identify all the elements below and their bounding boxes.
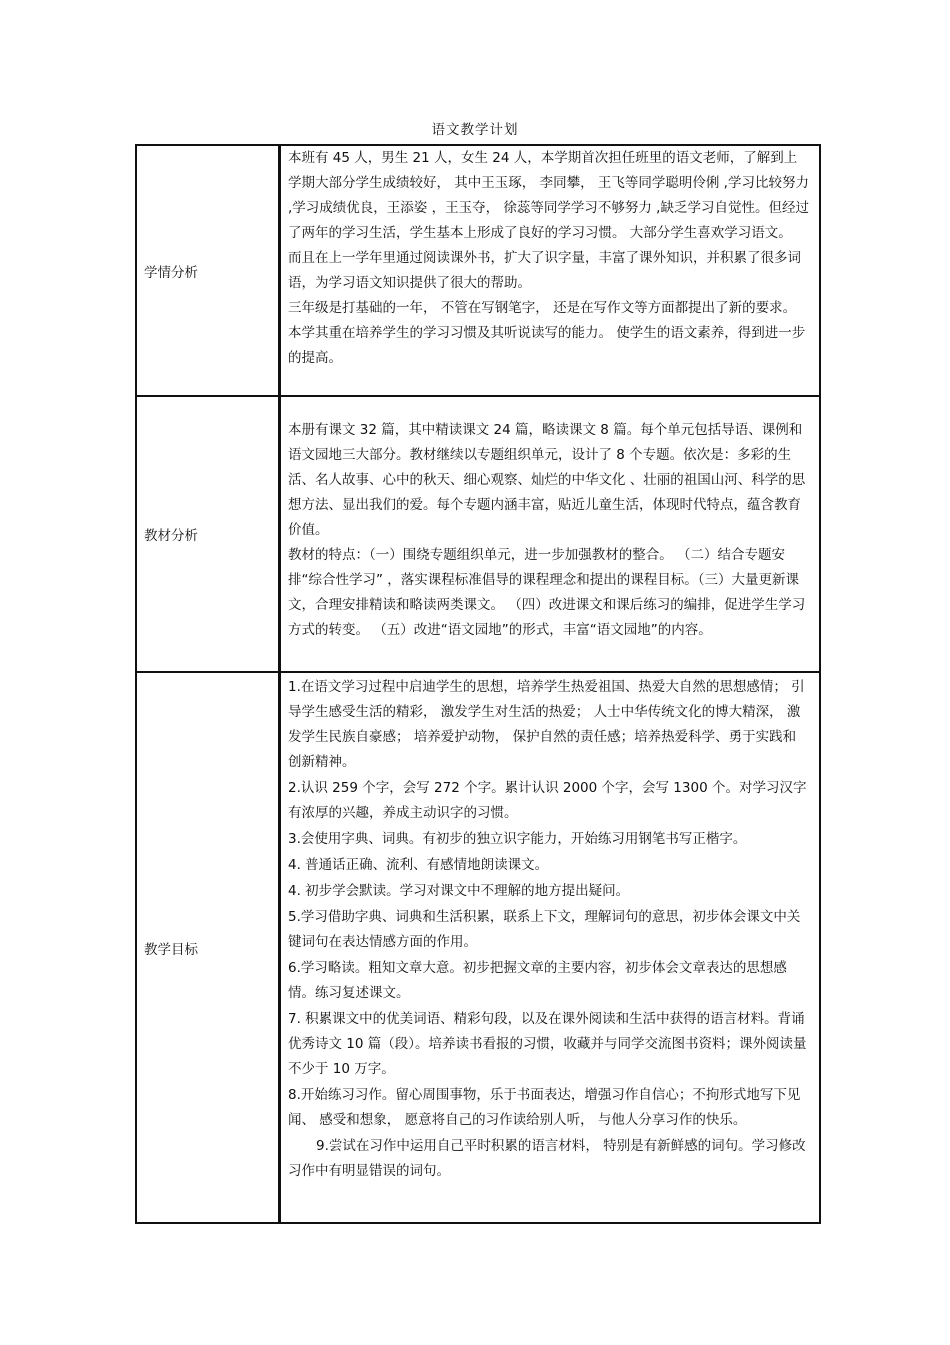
goal-item: 3.会使用字典、词典。有初步的独立识字能力，开始练习用钢笔书写正楷字。 xyxy=(288,831,747,847)
row-content-textbook-analysis xyxy=(280,396,821,672)
table-row-textbook-analysis xyxy=(136,396,820,672)
table-row-student-analysis xyxy=(136,145,820,396)
paragraph: 三年级是打基础的一年， 不管在写钢笔字， 还是在写作文等方面都提出了新的要求。 本学其重在培养学生的学习习惯及其听说读写的能力。 使学生的语文素养，得到进一步的提高。 xyxy=(288,300,806,366)
goal-item: 9.尝试在习作中运用自己平时积累的语言材料， 特别是有新鲜感的词句。学习修改习作中有明显错误的词句。 xyxy=(288,1138,806,1179)
table-row-teaching-goals xyxy=(136,672,820,1223)
goal-item: 5.学习借助字典、词典和生活积累，联系上下文，理解词句的意思，初步体会课文中关键词句在表达情感方面的作用。 xyxy=(288,909,801,950)
paragraph: 本班有 45 人，男生 21 人，女生 24 人，本学期首次担任班里的语文老师，了解到上学期大部分学生成绩较好， 其中王玉琢， 李同攀， 王飞等同学聪明伶俐 ,学习比较努力 ,学习成绩优良，王添姿 ，王玉夺， 徐蕊等同学学习不够努力 ,缺乏学习自觉性。但经过了两年的学习生活，学生基本上形成了良好的学习习惯。 大部分学生喜欢学习语文。 而且在上一学年里通过阅读课外书，扩大了识字量，丰富了课外知识，并积累了很多词语，为学习语文知识提供了很大的帮助。 xyxy=(288,150,809,291)
plan-table xyxy=(135,144,821,1224)
row-label-teaching-goals: 教学目标 xyxy=(136,672,280,1223)
goal-item: 6.学习略读。粗知文章大意。初步把握文章的主要内容，初步体会文章表达的思想感情。练习复述课文。 xyxy=(288,960,787,1001)
goal-item: 8.开始练习习作。留心周围事物，乐于书面表达，增强习作自信心；不拘形式地写下见闻、 感受和想象， 愿意将自己的习作读给别人听， 与他人分享习作的快乐。 xyxy=(288,1087,801,1128)
goal-item: 7. 积累课文中的优美词语、精彩句段，以及在课外阅读和生活中获得的语言材料。背诵优秀诗文 10 篇（段）。培养读书看报的习惯，收藏并与同学交流图书资料；课外阅读量不少于 10 万字。 xyxy=(288,1011,807,1077)
row-label-textbook-analysis: 教材分析 xyxy=(136,396,280,672)
goal-item: 2.认识 259 个字，会写 272 个字。累计认识 2000 个字，会写 1300 个。对学习汉字有浓厚的兴趣，养成主动识字的习惯。 xyxy=(288,780,807,821)
goal-item: 4. 初步学会默读。学习对课文中不理解的地方提出疑问。 xyxy=(288,883,630,899)
document-title: 语文教学计划 xyxy=(431,122,519,138)
paragraph: 教材的特点：（一）围绕专题组织单元，进一步加强教材的整合。 （二）结合专题安排“综合性学习” ，落实课程标准倡导的课程理念和提出的课程目标。（三）大量更新课文，合理安排精读和略读两类课文。 （四）改进课文和课后练习的编排，促进学生学习方式的转变。 （五）改进“语文园地”的形式，丰富“语文园地”的内容。 xyxy=(288,547,806,638)
paragraph: 本册有课文 32 篇，其中精读课文 24 篇，略读课文 8 篇。每个单元包括导语、课例和语文园地三大部分。教材继续以专题组织单元，设计了 8 个专题。依次是：多彩的生活、名人故事、心中的秋天、细心观察、灿烂的中华文化 、壮丽的祖国山河、科学的思想方法、显出我们的爱。每个专题内涵丰富，贴近儿童生活，体现时代特点，蕴含教育价值。 xyxy=(288,422,806,538)
goal-item: 1.在语文学习过程中启迪学生的思想，培养学生热爱祖国、热爱大自然的思想感情； 引导学生感受生活的精彩， 激发学生对生活的热爱； 人士中华传统文化的博大精深， 激发学生民族自豪感； 培养爱护动物， 保护自然的责任感；培养热爱科学、勇于实践和创新精神。 xyxy=(288,679,805,770)
row-content-teaching-goals xyxy=(280,672,821,1223)
goal-item: 4. 普通话正确、流利、有感情地朗读课文。 xyxy=(288,857,549,873)
row-label-student-analysis: 学情分析 xyxy=(136,145,280,396)
row-content-student-analysis xyxy=(280,145,821,396)
